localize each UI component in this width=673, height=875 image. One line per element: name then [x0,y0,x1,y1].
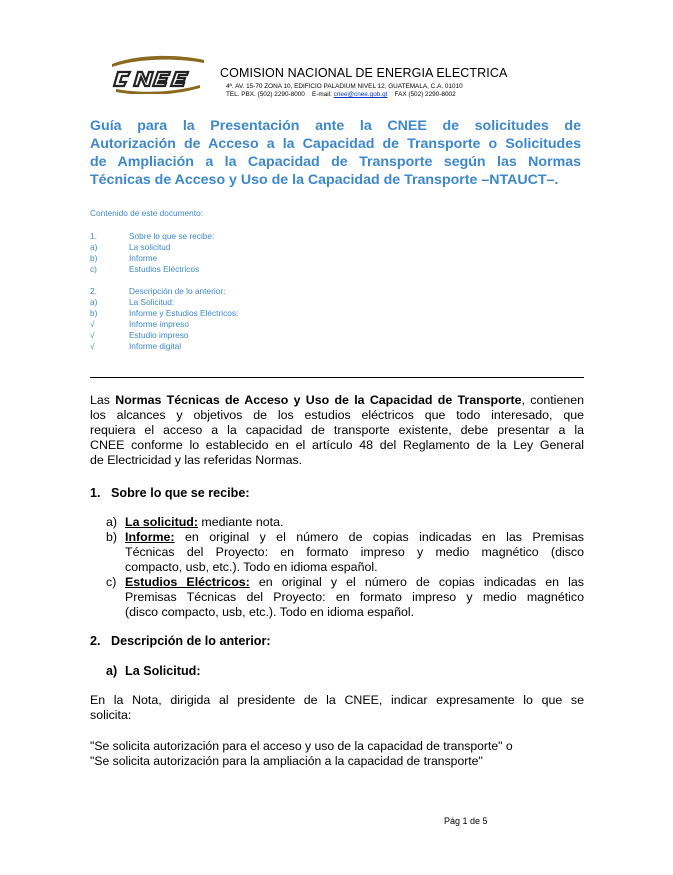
title-line: Guía para la Presentación ante la CNEE de solicitudes de [90,118,581,134]
org-email-link[interactable]: cnee@cnee.gob.gt [333,91,388,98]
intro-line: Las Normas Técnicas de Acceso y Uso de la Capacidad de Transporte, contienen [90,393,585,407]
intro-line: requiera el acceso a la capacidad de transporte existente, debe presentar a la [90,423,584,437]
section-2-heading: 2. Descripción de lo anterior: [90,634,271,648]
org-phone: TEL. PBX. (502) 2290-8000 [226,91,305,98]
quote-line: "Se solicita autorización para la ampliación a la capacidad de transporte" [90,754,483,768]
section-1-heading: 1. Sobre lo que se recibe: [90,486,250,500]
intro-line: CNEE conforme lo establecido en el artículo 48 del Reglamento de la Ley General [90,438,584,452]
section-2-subheading-a: a) La Solicitud: [106,664,201,678]
document-page: COMISION NACIONAL DE ENERGIA ELECTRICA 4ª. AV. 15-70 ZONA 10, EDIFICIO PALADIUM NIVEL 12, GUATEMALA, C.A. 01010 TEL. PBX. (502) 2290-8000 E-mail: cnee@cnee.gob.gt FAX (502) 2290-8002 Guía para la Presentación ante la CNEE de solicitudes de Autorización de Acceso a la Capacidad de Transporte o Solicitudes de Ampliación a la Capacidad de Transporte según las Normas Técnicas de Acceso y Uso de la Capacidad de Transporte –NTAUCT–. Contenido de este documento: 1. Sobre lo que se recibe: a) La solicitud b) Informe c) Estudios Eléctricos 2. Descripción de lo anterior: a) La Solicitud: b) Informe y Estudios Eléctricos: √ Informe impreso √ Estudio impreso √ Informe digital Las Normas Técnicas de Acceso y Uso de la Capacidad de Transporte, contienen los alcances y objetivos de los estudios eléctricos que todo interesado, que requiera el acceso a la capacidad de transporte existente, debe presentar a la CNEE conforme lo establecido en el artículo 48 del Reglamento de la Ley General de Electricidad y las referidas Normas. 1. Sobre lo que se recibe: a) La solicitud: mediante nota. b) Informe: en original y el número de copias indicadas en las Premisas Técnicas del Proyecto: en formato impreso y medio magnético (disco compacto, usb, etc.). Todo en idioma español. c) Estudios Eléctricos: en original y el número de copias indicadas en las Premisas Técnicas del Proyecto: en formato impreso y medio magnético (disco compacto, usb, etc.). Todo en idioma español. 2. Descripción de lo anterior: a) La Solicitud: En la Nota, dirigida al presidente de la CNEE, indicar expresamente lo que se solicita: "Se solicita autorización para el acceso y uso de la capacidad de transporte" o "Se solicita autorización para la ampliación a la capacidad de transporte" Pág 1 de 5 [0,0,673,875]
intro-line: los alcances y objetivos de los estudios eléctricos que todo interesado, que [90,408,584,422]
intro-paragraph [90,393,584,468]
intro-line: de Electricidad y las referidas Normas. [90,453,303,467]
title-line: Técnicas de Acceso y Uso de la Capacidad de Transporte –NTAUCT–. [90,172,559,188]
cnee-logo [108,52,208,94]
toc-heading: Contenido de este documento: [90,208,204,218]
page-number: Pág 1 de 5 [444,816,488,826]
title-line: Autorización de Acceso a la Capacidad de Transporte o Solicitudes [90,136,581,152]
org-email-label: E-mail: [311,91,332,98]
org-fax: FAX (502) 2290-8002 [394,91,456,98]
section-2-paragraph: En la Nota, dirigida al presidente de la CNEE, indicar expresamente lo que se solicita: [90,693,584,722]
org-address: 4ª. AV. 15-70 ZONA 10, EDIFICIO PALADIUM NIVEL 12, GUATEMALA, C.A. 01010 [226,83,463,90]
quote-line: "Se solicita autorización para el acceso y uso de la capacidad de transporte" o [90,739,513,753]
document-title [90,117,581,189]
org-name: COMISION NACIONAL DE ENERGIA ELECTRICA [220,66,508,80]
section-divider [90,377,584,378]
org-contact [226,91,456,98]
title-line: de Ampliación a la Capacidad de Transporte según las Normas [90,154,581,170]
